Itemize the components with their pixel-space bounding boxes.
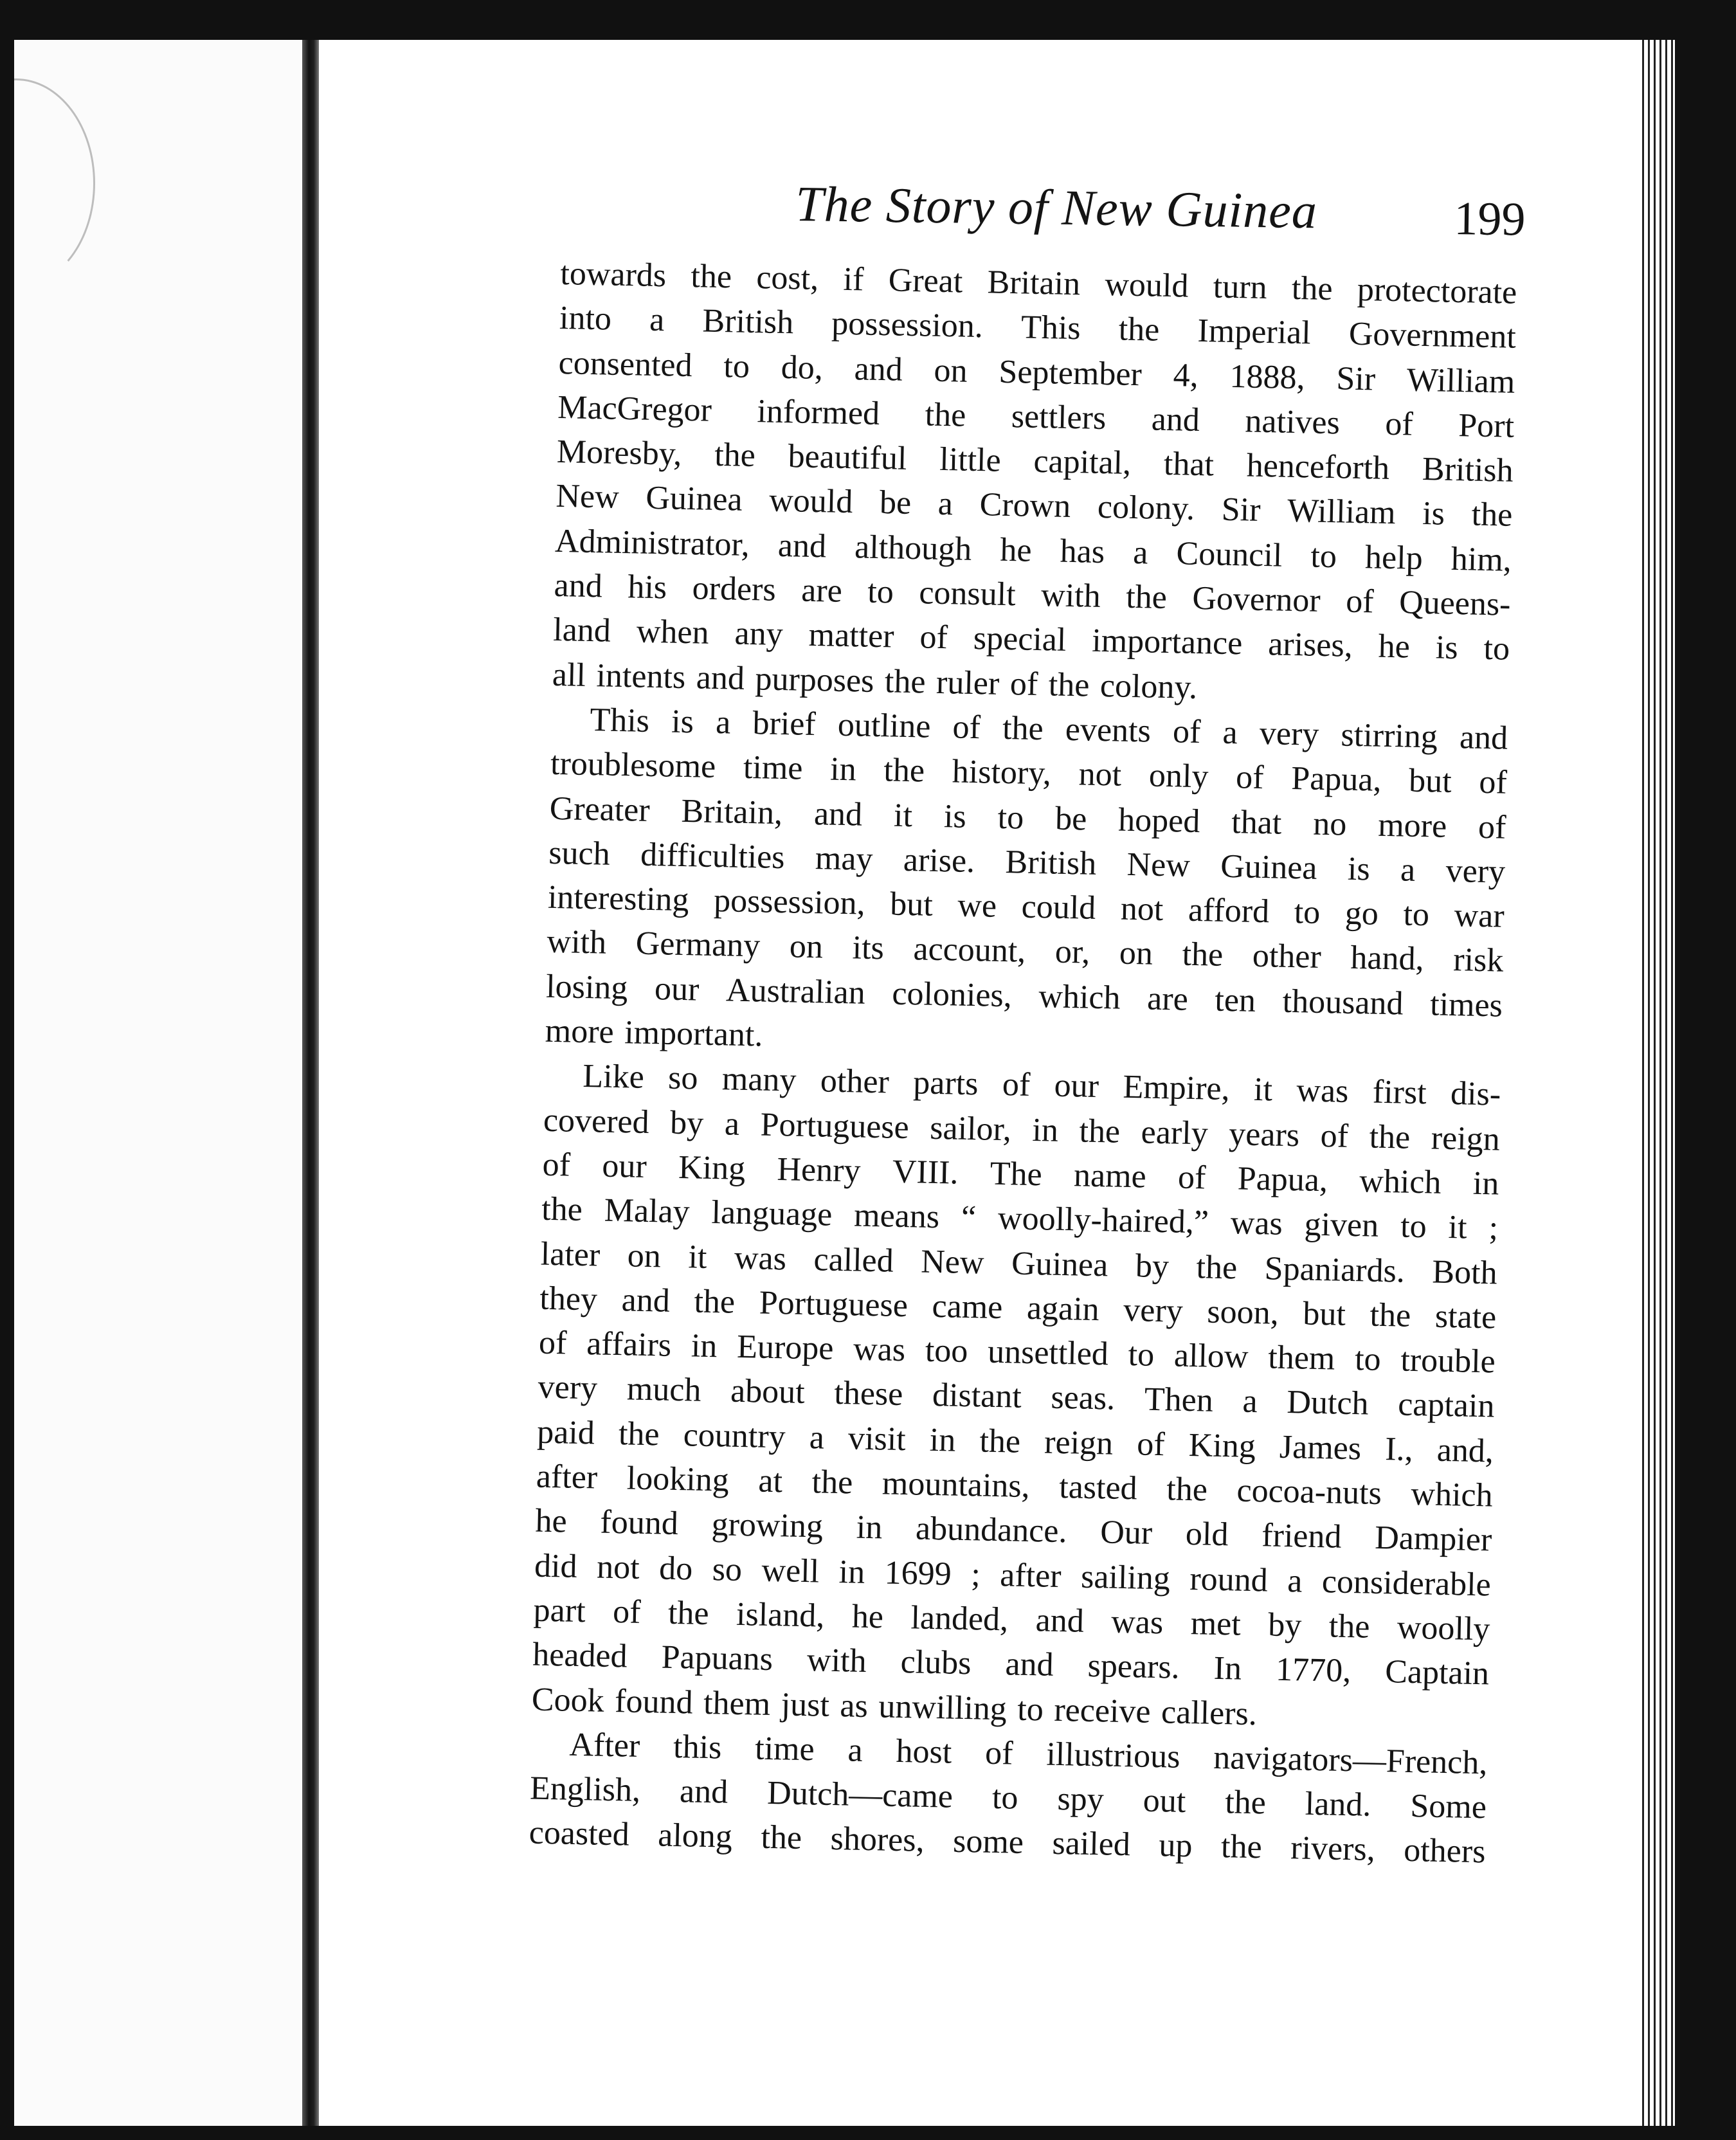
text-line: into a British possession. This the Imperial Government [559, 300, 1517, 356]
running-head-title: The Story of New Guinea [795, 175, 1318, 239]
text-line: After this time a host of illustrious navigators—French, [569, 1726, 1488, 1782]
text-line: towards the cost, if Great Britain would turn the protectorate [559, 255, 1517, 311]
book-gutter [302, 40, 319, 2126]
text-line: after looking at the mountains, tasted the cocoa-nuts which [536, 1458, 1494, 1514]
paragraph [545, 703, 1508, 1078]
paragraph [531, 1059, 1501, 1746]
text-line: he found growing in abundance. Our old friend Dampier [534, 1502, 1492, 1559]
text-line: covered by a Portuguese sailor, in the early years of the reign [543, 1102, 1501, 1158]
text-line: MacGregor informed the settlers and natives of Port [557, 388, 1515, 445]
page-number: 199 [1453, 192, 1526, 246]
text-line: of affairs in Europe was too unsettled to allow them to trouble [538, 1324, 1496, 1381]
text-line: of our King Henry VIII. The name of Papua, which in [542, 1146, 1499, 1202]
facing-page [14, 40, 316, 2126]
text-line: they and the Portuguese came again very soon, but the state [539, 1280, 1497, 1336]
text-line: paid the country a visit in the reign of King James I., and, [536, 1413, 1494, 1470]
text-line: consented to do, and on September 4, 1888, Sir William [558, 344, 1515, 401]
text-line: This is a brief outline of the events of a very stirring and [589, 702, 1508, 757]
text-line: Like so many other parts of our Empire, it was first dis- [582, 1058, 1501, 1113]
page-edges [1638, 40, 1675, 2126]
text-line: Cook found them just as unwilling to receive callers. [531, 1681, 1258, 1732]
text-line: Greater Britain, and it is to be hoped that no more of [549, 790, 1507, 846]
text-line: Administrator, and although he has a Council to help him, [554, 522, 1512, 579]
body-text [529, 257, 1517, 1880]
text-line: and his orders are to consult with the Governor of Queens- [554, 567, 1512, 623]
text-line: English, and Dutch—came to spy out the land. Some [529, 1770, 1487, 1826]
text-line: with Germany on its account, or, on the other hand, risk [547, 923, 1504, 980]
text-line: very much about these distant seas. Then a Dutch captain [538, 1369, 1495, 1425]
scan-border-right [1675, 0, 1736, 2140]
text-line: later on it was called New Guinea by the Spaniards. Both [540, 1235, 1498, 1292]
text-line: part of the island, he landed, and was met by the woolly [533, 1591, 1490, 1648]
text-line: headed Papuans with clubs and spears. In 1770, Captain [532, 1636, 1490, 1692]
text-line: such difficulties may arise. British New Guinea is a very [548, 834, 1506, 891]
text-line: Moresby, the beautiful little capital, that henceforth British [556, 433, 1514, 489]
text-line: all intents and purposes the ruler of the colony. [552, 656, 1198, 706]
text-line: losing our Australian colonies, which are ten thousand times [545, 968, 1503, 1024]
text-line: coasted along the shores, some sailed up the rivers, others [529, 1814, 1486, 1871]
text-line: the Malay language means “ woolly-haired,” was given to it ; [541, 1190, 1499, 1247]
scan-border-left [0, 0, 14, 2140]
text-line: more important. [545, 1012, 764, 1054]
scan-border-top [0, 0, 1736, 40]
text-line: interesting possession, but we could not afford to go to war [547, 878, 1505, 935]
page-curl-mark [0, 78, 95, 288]
text-line: did not do so well in 1699 ; after sailing round a considerable [534, 1547, 1492, 1604]
paragraph [552, 257, 1517, 722]
text-line: New Guinea would be a Crown colony. Sir William is the [555, 478, 1513, 534]
text-line: land when any matter of special importance arises, he is to [552, 612, 1510, 668]
scan-border-bottom [0, 2126, 1736, 2140]
paragraph [529, 1727, 1488, 1880]
text-line: troublesome time in the history, not only of Papua, but of [550, 745, 1508, 801]
